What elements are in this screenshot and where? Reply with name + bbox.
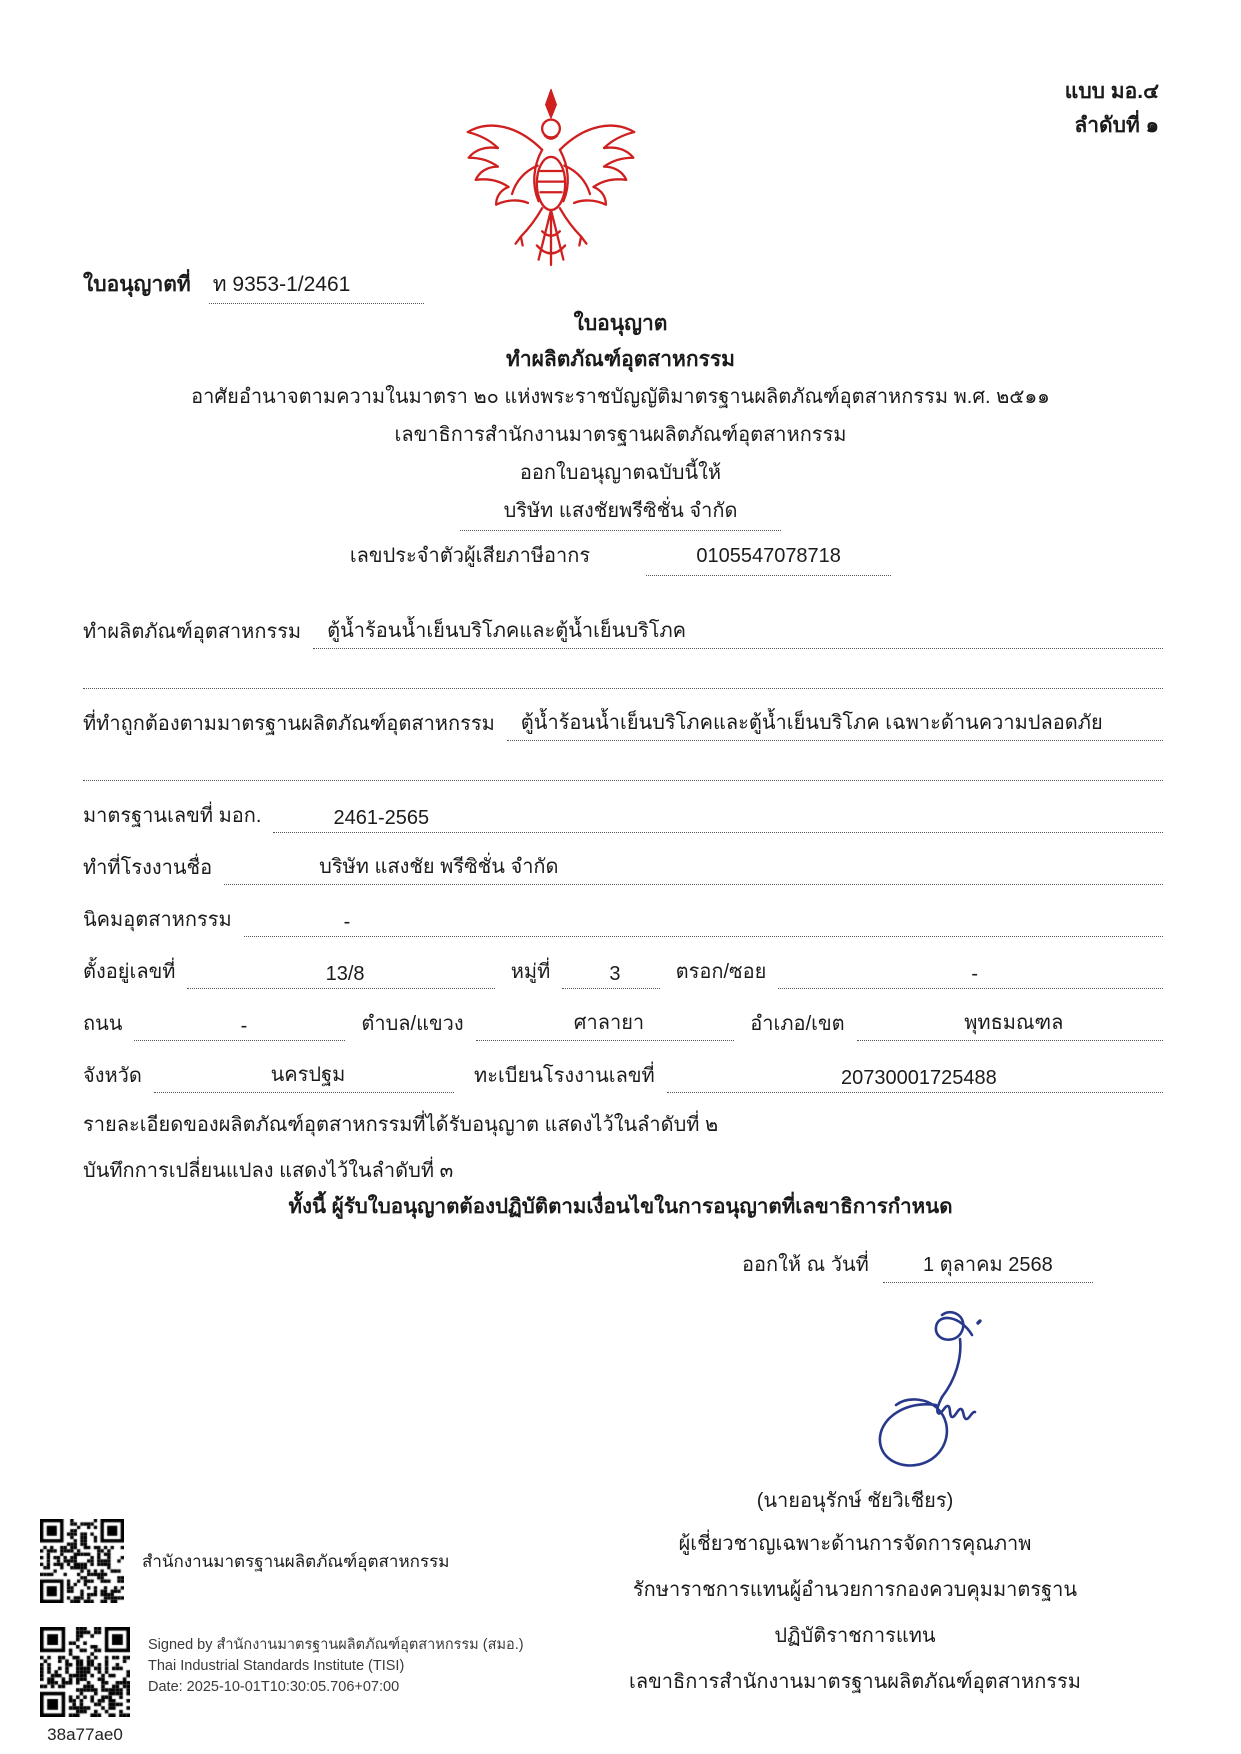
factory-reg-label: ทะเบียนโรงงานเลขที่ [474, 1065, 655, 1087]
garuda-emblem-icon [462, 86, 640, 272]
signed-by-line: Signed by สำนักงานมาตรฐานผลิตภัณฑ์อุตสาหกรรม (สมอ.) [148, 1637, 524, 1653]
conform-row [83, 689, 1163, 741]
road-value: - [134, 1015, 345, 1041]
signature-date-line: Date: 2025-10-01T10:30:05.706+07:00 [148, 1679, 400, 1695]
tisi-qr-row [40, 1519, 524, 1603]
sequence-number: ลำดับที่ ๑ [1074, 114, 1159, 137]
note-detail-section: รายละเอียดของผลิตภัณฑ์อุตสาหกรรมที่ได้รับอนุญาต แสดงไว้ในลำดับที่ ๒ [83, 1114, 719, 1136]
address-no-label: ตั้งอยู่เลขที่ [83, 961, 176, 983]
soi-label: ตรอก/ซอย [675, 961, 767, 983]
title-line-1: ใบอนุญาต [573, 312, 668, 335]
conform-label: ที่ทำถูกต้องตามมาตรฐานผลิตภัณฑ์อุตสาหกรรม [83, 713, 495, 735]
notes-block [83, 1102, 718, 1194]
document-heading [0, 306, 1241, 576]
intro-line-1: อาศัยอำนาจตามความในมาตรา ๒๐ แห่งพระราชบัญญัติมาตรฐานผลิตภัณฑ์อุตสาหกรรม พ.ศ. ๒๕๑๑ [191, 386, 1050, 408]
subdistrict-label: ตำบล/แขวง [361, 1013, 464, 1035]
dotted-rule [83, 649, 1163, 689]
signatory-name: (นายอนุรักษ์ ชัยวิเชียร) [756, 1490, 954, 1512]
address-row [83, 937, 1163, 989]
digital-signature-qr-code [40, 1627, 130, 1717]
license-fields [83, 597, 1163, 1093]
standard-no-value: 2461-2565 [273, 807, 1163, 833]
standard-no-label: มาตรฐานเลขที่ มอก. [83, 805, 262, 827]
signatory-title-3: ปฏิบัติราชการแทน [774, 1625, 936, 1647]
footer-verification [40, 1519, 524, 1754]
license-number-value: ท 9353-1/2461 [209, 268, 424, 304]
dotted-rule [83, 741, 1163, 781]
tax-id-value: 0105547078718 [646, 539, 891, 576]
signatory-title-2: รักษาราชการแทนผู้อำนวยการกองควบคุมมาตรฐาน [632, 1579, 1078, 1601]
digital-signature-info [148, 1627, 524, 1745]
issue-date-value: 1 ตุลาคม 2568 [883, 1248, 1093, 1283]
note-change-record: บันทึกการเปลี่ยนแปลง แสดงไว้ในลำดับที่ ๓ [83, 1160, 454, 1182]
issue-date-label: ออกให้ ณ วันที่ [742, 1254, 869, 1276]
district-label: อำเภอ/เขต [750, 1013, 845, 1035]
factory-row [83, 833, 1163, 885]
license-number-row [83, 268, 424, 304]
subdistrict-value: ศาลายา [476, 1006, 735, 1041]
estate-value: - [244, 911, 1163, 937]
tax-id-row [0, 539, 1241, 576]
factory-reg-value: 20730001725488 [667, 1067, 1163, 1093]
signatory-title-4: เลขาธิการสำนักงานมาตรฐานผลิตภัณฑ์อุตสาหกรรม [629, 1671, 1081, 1693]
made-product-row [83, 597, 1163, 649]
signature-block [555, 1305, 1155, 1705]
road-label: ถนน [83, 1013, 123, 1035]
title-line-2: ทำผลิตภัณฑ์อุตสาหกรรม [505, 348, 736, 371]
province-value: นครปฐม [154, 1058, 454, 1093]
factory-label: ทำที่โรงงานชื่อ [83, 857, 213, 879]
digital-signature-row [40, 1627, 524, 1745]
intro-line-3: ออกใบอนุญาตฉบับนี้ให้ [519, 462, 722, 484]
licensee-company-name: บริษัท แสงชัยพรีซิชั่น จำกัด [460, 494, 782, 531]
estate-row [83, 885, 1163, 937]
issue-date-row [742, 1248, 1093, 1283]
district-value: พุทธมณฑล [857, 1006, 1163, 1041]
moo-label: หมู่ที่ [510, 961, 551, 983]
handwritten-signature [810, 1305, 1050, 1475]
signature-hash: 38a77ae0 [47, 1725, 123, 1744]
tisi-qr-label: สำนักงานมาตรฐานผลิตภัณฑ์อุตสาหกรรม [142, 1551, 450, 1571]
tisi-qr-code [40, 1519, 124, 1603]
moo-value: 3 [562, 963, 659, 989]
form-code: แบบ มอ.๔ [1064, 80, 1159, 103]
estate-label: นิคมอุตสาหกรรม [83, 909, 232, 931]
factory-name: บริษัท แสงชัย พรีซิชั่น จำกัด [224, 850, 1163, 885]
province-row [83, 1041, 1163, 1093]
made-product-value: ตู้น้ำร้อนน้ำเย็นบริโภคและตู้น้ำเย็นบริโภค [313, 614, 1163, 649]
signatory-title-1: ผู้เชี่ยวชาญเฉพาะด้านการจัดการคุณภาพ [678, 1533, 1032, 1555]
address-no-value: 13/8 [187, 963, 494, 989]
institute-line: Thai Industrial Standards Institute (TISI) [148, 1658, 405, 1674]
made-product-label: ทำผลิตภัณฑ์อุตสาหกรรม [83, 621, 302, 643]
intro-line-2: เลขาธิการสำนักงานมาตรฐานผลิตภัณฑ์อุตสาหกรรม [394, 424, 847, 446]
standard-no-row [83, 781, 1163, 833]
conform-value: ตู้น้ำร้อนน้ำเย็นบริโภคและตู้น้ำเย็นบริโภค เฉพาะด้านความปลอดภัย [507, 706, 1163, 741]
condition-statement: ทั้งนี้ ผู้รับใบอนุญาตต้องปฏิบัติตามเงื่อนไขในการอนุญาตที่เลขาธิการกำหนด [288, 1195, 953, 1218]
license-number-label: ใบอนุญาตที่ [83, 273, 191, 296]
road-row [83, 989, 1163, 1041]
soi-value: - [778, 963, 1163, 989]
tax-id-label: เลขประจำตัวผู้เสียภาษีอากร [349, 545, 591, 567]
form-code-block [1065, 75, 1159, 143]
province-label: จังหวัด [83, 1065, 142, 1087]
